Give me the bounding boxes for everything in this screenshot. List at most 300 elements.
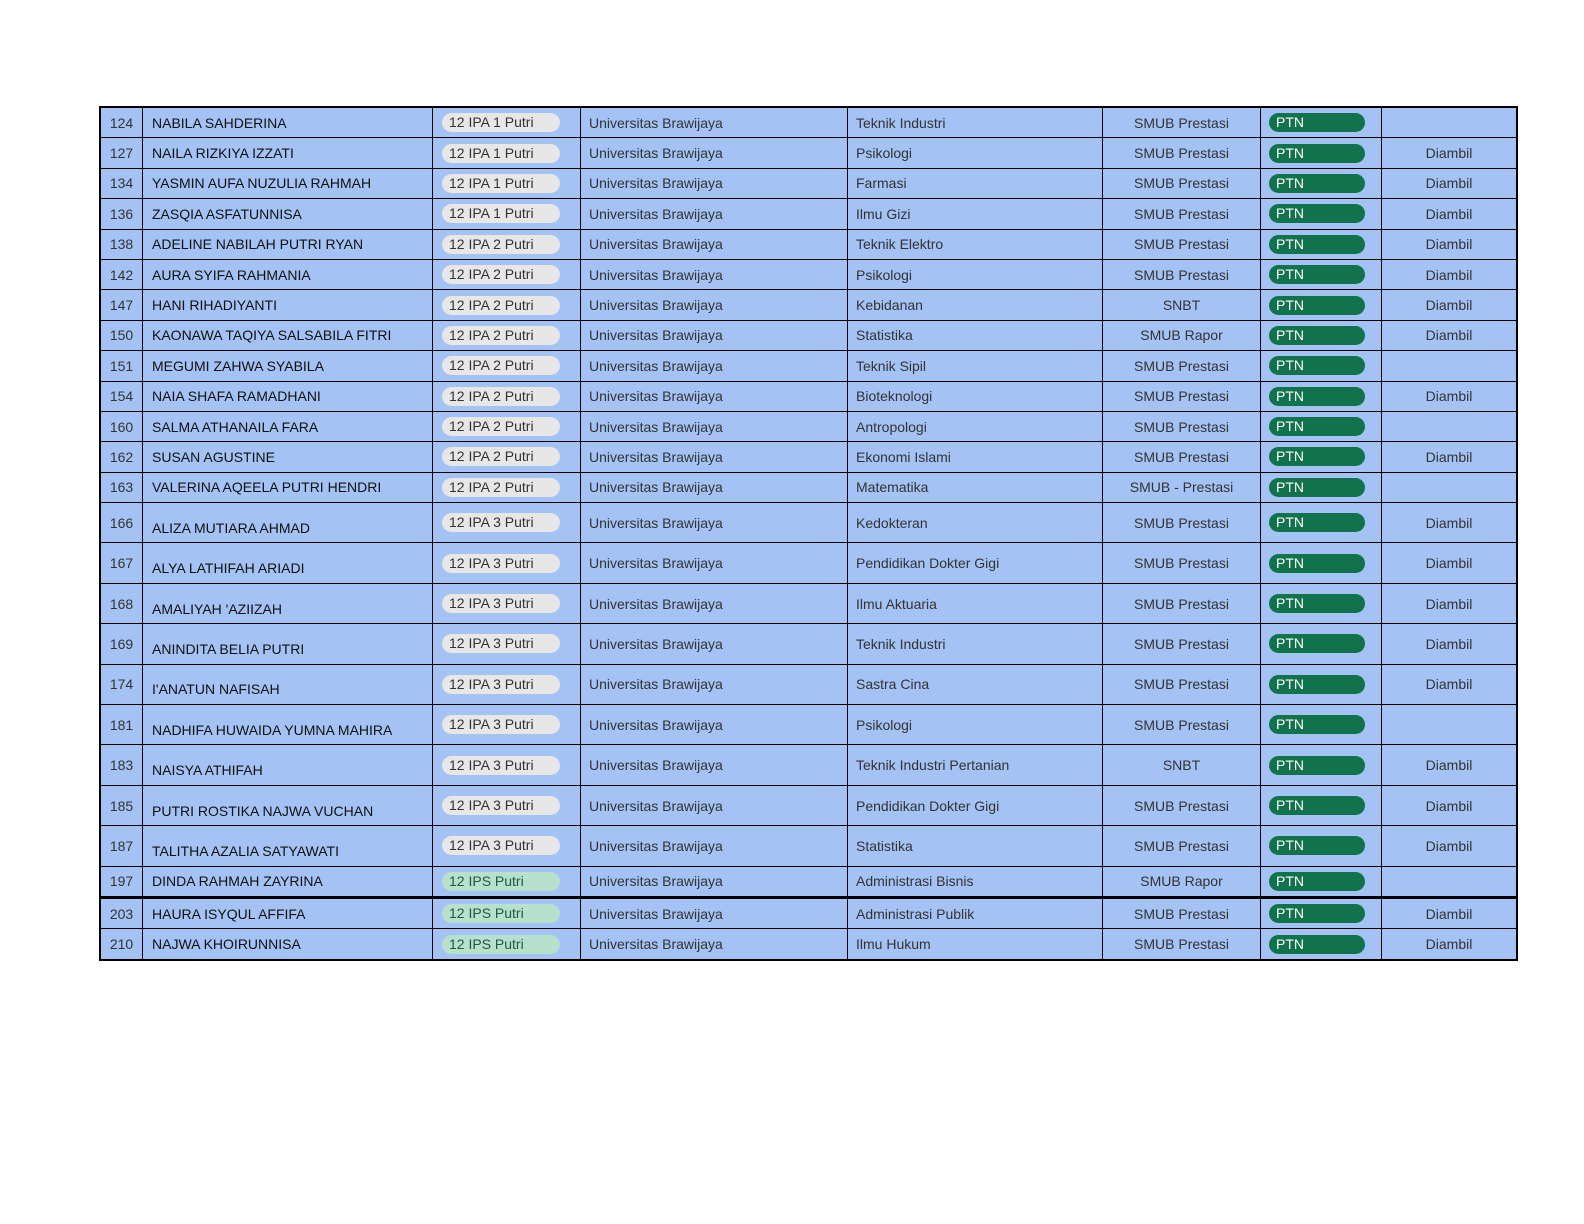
status-cell (1382, 624, 1518, 664)
table-row (100, 381, 1517, 411)
status-text: Diambil (1425, 514, 1473, 531)
study-program: Pendidikan Dokter Gigi (856, 797, 1000, 814)
program-cell (848, 138, 1103, 168)
class-cell (433, 866, 581, 897)
class-cell (433, 290, 581, 320)
student-name-cell (143, 168, 433, 198)
class-cell (433, 381, 581, 411)
student-name-cell (143, 785, 433, 825)
student-name: HANI RIHADIYANTI (152, 297, 277, 314)
table-row (100, 138, 1517, 168)
institution-type-cell (1261, 543, 1382, 583)
study-program: Farmasi (856, 175, 907, 192)
institution-type-cell (1261, 442, 1382, 472)
institution-type-chip: PTN (1269, 756, 1365, 775)
admission-path: SMUB Prestasi (1134, 418, 1229, 435)
study-program: Ilmu Aktuaria (856, 595, 937, 612)
program-cell (848, 259, 1103, 289)
status-cell (1382, 381, 1518, 411)
status-cell (1382, 229, 1518, 259)
student-name: NABILA SAHDERINA (152, 114, 287, 131)
admission-path: SMUB Prestasi (1134, 388, 1229, 405)
table-row (100, 442, 1517, 472)
row-number: 181 (109, 716, 134, 733)
institution-type-chip: PTN (1269, 478, 1365, 497)
student-name: ZASQIA ASFATUNNISA (152, 205, 302, 222)
admission-path-cell (1103, 745, 1261, 785)
class-cell (433, 543, 581, 583)
status-cell (1382, 442, 1518, 472)
institution-type-chip: PTN (1269, 715, 1365, 734)
program-cell (848, 472, 1103, 502)
university-name: Universitas Brawijaya (589, 297, 723, 314)
table-row (100, 351, 1517, 381)
institution-type-chip: PTN (1269, 265, 1365, 284)
university-name: Universitas Brawijaya (589, 327, 723, 344)
university-cell (581, 199, 848, 229)
class-chip: 12 IPA 1 Putri (442, 113, 560, 132)
status-text: Diambil (1425, 555, 1473, 572)
status-text: Diambil (1425, 297, 1473, 314)
student-name-cell (143, 624, 433, 664)
row-number-cell (100, 259, 143, 289)
program-cell (848, 624, 1103, 664)
student-name-cell (143, 320, 433, 350)
class-cell (433, 705, 581, 745)
institution-type-chip: PTN (1269, 204, 1365, 223)
study-program: Ilmu Gizi (856, 205, 911, 222)
student-name-cell (143, 543, 433, 583)
student-name-cell (143, 929, 433, 960)
admission-path: SMUB Prestasi (1134, 676, 1229, 693)
row-number-cell (100, 745, 143, 785)
admission-path-cell (1103, 897, 1261, 928)
program-cell (848, 199, 1103, 229)
university-cell (581, 897, 848, 928)
admission-path-cell (1103, 543, 1261, 583)
class-chip: 12 IPA 2 Putri (442, 478, 560, 497)
class-cell (433, 503, 581, 543)
admission-path: SNBT (1162, 297, 1201, 314)
university-cell (581, 320, 848, 350)
row-number-cell (100, 320, 143, 350)
program-cell (848, 664, 1103, 704)
row-number: 174 (109, 676, 134, 693)
student-name: I'ANATUN NAFISAH (152, 681, 280, 698)
status-text: Diambil (1425, 205, 1473, 222)
institution-type-cell (1261, 411, 1382, 441)
university-cell (581, 826, 848, 866)
class-chip: 12 IPA 2 Putri (442, 387, 560, 406)
university-cell (581, 866, 848, 897)
study-program: Antropologi (856, 418, 927, 435)
status-cell (1382, 866, 1518, 897)
program-cell (848, 320, 1103, 350)
row-number-cell (100, 381, 143, 411)
class-chip: 12 IPA 3 Putri (442, 513, 560, 532)
university-cell (581, 290, 848, 320)
student-name: TALITHA AZALIA SATYAWATI (152, 842, 339, 859)
study-program: Psikologi (856, 716, 913, 733)
institution-type-chip: PTN (1269, 872, 1365, 891)
university-name: Universitas Brawijaya (589, 357, 723, 374)
row-number: 187 (109, 837, 134, 854)
student-name-cell (143, 583, 433, 623)
row-number: 150 (109, 327, 134, 344)
institution-type-cell (1261, 472, 1382, 502)
student-name-cell (143, 351, 433, 381)
student-name: AURA SYIFA RAHMANIA (152, 266, 311, 283)
institution-type-chip: PTN (1269, 447, 1365, 466)
class-cell (433, 411, 581, 441)
table-row (100, 472, 1517, 502)
student-name: NADHIFA HUWAIDA YUMNA MAHIRA (152, 721, 393, 738)
university-cell (581, 624, 848, 664)
university-cell (581, 107, 848, 138)
institution-type-chip: PTN (1269, 554, 1365, 573)
admission-path: SMUB Prestasi (1134, 905, 1229, 922)
institution-type-cell (1261, 168, 1382, 198)
university-name: Universitas Brawijaya (589, 175, 723, 192)
row-number-cell (100, 503, 143, 543)
study-program: Statistika (856, 837, 913, 854)
program-cell (848, 785, 1103, 825)
row-number: 210 (109, 936, 134, 953)
admission-path: SMUB Prestasi (1134, 936, 1229, 953)
row-number-cell (100, 664, 143, 704)
study-program: Teknik Industri (856, 635, 946, 652)
table-row (100, 826, 1517, 866)
study-program: Kebidanan (856, 297, 923, 314)
student-name-cell (143, 442, 433, 472)
admission-path-cell (1103, 624, 1261, 664)
status-cell (1382, 664, 1518, 704)
institution-type-chip: PTN (1269, 235, 1365, 254)
student-name-cell (143, 259, 433, 289)
status-cell (1382, 199, 1518, 229)
student-name: NAISYA ATHIFAH (152, 762, 263, 779)
university-cell (581, 411, 848, 441)
row-number-cell (100, 411, 143, 441)
class-cell (433, 351, 581, 381)
status-cell (1382, 745, 1518, 785)
status-text: Diambil (1425, 388, 1473, 405)
status-cell (1382, 259, 1518, 289)
study-program: Kedokteran (856, 514, 928, 531)
university-cell (581, 664, 848, 704)
admission-path: SMUB Prestasi (1134, 236, 1229, 253)
table-row (100, 785, 1517, 825)
admission-path-cell (1103, 290, 1261, 320)
admission-path-cell (1103, 320, 1261, 350)
student-name: NAJWA KHOIRUNNISA (152, 936, 301, 953)
admission-path-cell (1103, 381, 1261, 411)
admission-path-cell (1103, 351, 1261, 381)
class-chip: 12 IPA 3 Putri (442, 634, 560, 653)
status-cell (1382, 826, 1518, 866)
class-cell (433, 472, 581, 502)
row-number-cell (100, 229, 143, 259)
university-cell (581, 929, 848, 960)
row-number-cell (100, 472, 143, 502)
student-name-cell (143, 866, 433, 897)
student-name: DINDA RAHMAH ZAYRINA (152, 873, 323, 890)
status-text: Diambil (1425, 145, 1473, 162)
table-row (100, 624, 1517, 664)
class-chip: 12 IPA 3 Putri (442, 715, 560, 734)
admission-path: SMUB Prestasi (1134, 514, 1229, 531)
student-admission-table (99, 106, 1518, 961)
institution-type-cell (1261, 897, 1382, 928)
class-cell (433, 107, 581, 138)
admission-path: SMUB Prestasi (1134, 357, 1229, 374)
institution-type-chip: PTN (1269, 935, 1365, 954)
student-name-cell (143, 290, 433, 320)
admission-path-cell (1103, 583, 1261, 623)
institution-type-cell (1261, 866, 1382, 897)
class-chip: 12 IPA 1 Putri (442, 174, 560, 193)
institution-type-cell (1261, 785, 1382, 825)
institution-type-chip: PTN (1269, 113, 1365, 132)
university-name: Universitas Brawijaya (589, 716, 723, 733)
institution-type-cell (1261, 320, 1382, 350)
program-cell (848, 351, 1103, 381)
institution-type-chip: PTN (1269, 594, 1365, 613)
status-text: Diambil (1425, 327, 1473, 344)
admission-path: SMUB Prestasi (1134, 797, 1229, 814)
student-name-cell (143, 199, 433, 229)
row-number-cell (100, 866, 143, 897)
class-chip: 12 IPA 2 Putri (442, 356, 560, 375)
table-row (100, 503, 1517, 543)
status-text: Diambil (1425, 797, 1473, 814)
class-cell (433, 259, 581, 289)
institution-type-cell (1261, 138, 1382, 168)
student-name-cell (143, 107, 433, 138)
program-cell (848, 543, 1103, 583)
institution-type-chip: PTN (1269, 675, 1365, 694)
institution-type-chip: PTN (1269, 326, 1365, 345)
row-number: 185 (109, 797, 134, 814)
class-chip: 12 IPA 3 Putri (442, 836, 560, 855)
institution-type-cell (1261, 624, 1382, 664)
university-name: Universitas Brawijaya (589, 837, 723, 854)
admission-path-cell (1103, 259, 1261, 289)
row-number: 127 (109, 145, 134, 162)
institution-type-cell (1261, 929, 1382, 960)
university-cell (581, 442, 848, 472)
status-cell (1382, 472, 1518, 502)
class-cell (433, 664, 581, 704)
institution-type-cell (1261, 107, 1382, 138)
institution-type-chip: PTN (1269, 356, 1365, 375)
status-cell (1382, 543, 1518, 583)
institution-type-cell (1261, 745, 1382, 785)
study-program: Ekonomi Islami (856, 448, 951, 465)
table-row (100, 411, 1517, 441)
study-program: Pendidikan Dokter Gigi (856, 555, 1000, 572)
admission-path: SMUB Prestasi (1134, 205, 1229, 222)
row-number: 147 (109, 297, 134, 314)
admission-path: SMUB Prestasi (1134, 448, 1229, 465)
institution-type-cell (1261, 583, 1382, 623)
class-cell (433, 897, 581, 928)
university-name: Universitas Brawijaya (589, 114, 723, 131)
row-number-cell (100, 897, 143, 928)
institution-type-chip: PTN (1269, 174, 1365, 193)
study-program: Administrasi Publik (856, 905, 975, 922)
status-cell (1382, 929, 1518, 960)
institution-type-chip: PTN (1269, 904, 1365, 923)
table-row (100, 929, 1517, 960)
institution-type-cell (1261, 229, 1382, 259)
status-cell (1382, 351, 1518, 381)
study-program: Administrasi Bisnis (856, 873, 974, 890)
program-cell (848, 745, 1103, 785)
class-cell (433, 168, 581, 198)
table-row (100, 199, 1517, 229)
university-cell (581, 168, 848, 198)
student-name: HAURA ISYQUL AFFIFA (152, 905, 306, 922)
status-cell (1382, 785, 1518, 825)
program-cell (848, 229, 1103, 259)
admission-path-cell (1103, 229, 1261, 259)
status-cell (1382, 705, 1518, 745)
admission-path-cell (1103, 442, 1261, 472)
program-cell (848, 897, 1103, 928)
row-number-cell (100, 624, 143, 664)
student-name: MEGUMI ZAHWA SYABILA (152, 357, 324, 374)
institution-type-cell (1261, 503, 1382, 543)
program-cell (848, 503, 1103, 543)
university-name: Universitas Brawijaya (589, 418, 723, 435)
status-text: Diambil (1425, 905, 1473, 922)
student-name-cell (143, 229, 433, 259)
admission-path-cell (1103, 785, 1261, 825)
student-name: ALYA LATHIFAH ARIADI (152, 560, 305, 577)
university-name: Universitas Brawijaya (589, 145, 723, 162)
row-number-cell (100, 290, 143, 320)
status-cell (1382, 897, 1518, 928)
row-number-cell (100, 199, 143, 229)
student-name: AMALIYAH 'AZIIZAH (152, 600, 282, 617)
university-cell (581, 381, 848, 411)
status-cell (1382, 138, 1518, 168)
class-chip: 12 IPA 3 Putri (442, 756, 560, 775)
admission-path: SMUB Prestasi (1134, 716, 1229, 733)
university-name: Universitas Brawijaya (589, 555, 723, 572)
institution-type-cell (1261, 381, 1382, 411)
table-row (100, 168, 1517, 198)
study-program: Teknik Sipil (856, 357, 927, 374)
status-cell (1382, 290, 1518, 320)
study-program: Ilmu Hukum (856, 936, 931, 953)
university-name: Universitas Brawijaya (589, 757, 723, 774)
class-chip: 12 IPS Putri (442, 904, 560, 923)
university-name: Universitas Brawijaya (589, 266, 723, 283)
row-number: 169 (109, 635, 134, 652)
institution-type-chip: PTN (1269, 417, 1365, 436)
class-chip: 12 IPA 3 Putri (442, 675, 560, 694)
admission-path-cell (1103, 866, 1261, 897)
student-name-cell (143, 381, 433, 411)
admission-path-cell (1103, 168, 1261, 198)
row-number-cell (100, 138, 143, 168)
study-program: Psikologi (856, 145, 913, 162)
table-row (100, 583, 1517, 623)
status-text: Diambil (1425, 448, 1473, 465)
table-body (100, 107, 1517, 960)
admission-path: SMUB Prestasi (1134, 595, 1229, 612)
row-number: 162 (109, 448, 134, 465)
university-cell (581, 229, 848, 259)
student-name: VALERINA AQEELA PUTRI HENDRI (152, 479, 382, 496)
institution-type-chip: PTN (1269, 634, 1365, 653)
admission-path: SMUB Prestasi (1134, 266, 1229, 283)
table-row (100, 866, 1517, 897)
student-name-cell (143, 745, 433, 785)
university-name: Universitas Brawijaya (589, 873, 723, 890)
admission-path: SMUB Prestasi (1134, 145, 1229, 162)
status-text: Diambil (1425, 936, 1473, 953)
institution-type-chip: PTN (1269, 796, 1365, 815)
program-cell (848, 411, 1103, 441)
class-chip: 12 IPA 3 Putri (442, 554, 560, 573)
student-name: ALIZA MUTIARA AHMAD (152, 519, 310, 536)
institution-type-cell (1261, 705, 1382, 745)
student-name: NAILA RIZKIYA IZZATI (152, 145, 294, 162)
row-number-cell (100, 929, 143, 960)
table-row (100, 290, 1517, 320)
table-row (100, 259, 1517, 289)
institution-type-cell (1261, 199, 1382, 229)
class-cell (433, 785, 581, 825)
status-cell (1382, 411, 1518, 441)
class-chip: 12 IPS Putri (442, 935, 560, 954)
institution-type-chip: PTN (1269, 387, 1365, 406)
institution-type-chip: PTN (1269, 513, 1365, 532)
institution-type-chip: PTN (1269, 836, 1365, 855)
admission-path-cell (1103, 503, 1261, 543)
program-cell (848, 929, 1103, 960)
row-number-cell (100, 543, 143, 583)
student-name: NAIA SHAFA RAMADHANI (152, 388, 321, 405)
row-number: 160 (109, 418, 134, 435)
university-name: Universitas Brawijaya (589, 635, 723, 652)
admission-path-cell (1103, 199, 1261, 229)
admission-path: SMUB Prestasi (1134, 837, 1229, 854)
student-name-cell (143, 826, 433, 866)
admission-path-cell (1103, 411, 1261, 441)
row-number: 136 (109, 205, 134, 222)
program-cell (848, 866, 1103, 897)
university-cell (581, 503, 848, 543)
class-cell (433, 442, 581, 472)
university-cell (581, 259, 848, 289)
table-row (100, 320, 1517, 350)
row-number-cell (100, 351, 143, 381)
status-cell (1382, 168, 1518, 198)
class-cell (433, 199, 581, 229)
university-name: Universitas Brawijaya (589, 797, 723, 814)
row-number: 124 (109, 114, 134, 131)
university-cell (581, 351, 848, 381)
study-program: Teknik Industri (856, 114, 946, 131)
program-cell (848, 107, 1103, 138)
table-row (100, 705, 1517, 745)
class-cell (433, 624, 581, 664)
admission-path: SMUB Prestasi (1134, 555, 1229, 572)
